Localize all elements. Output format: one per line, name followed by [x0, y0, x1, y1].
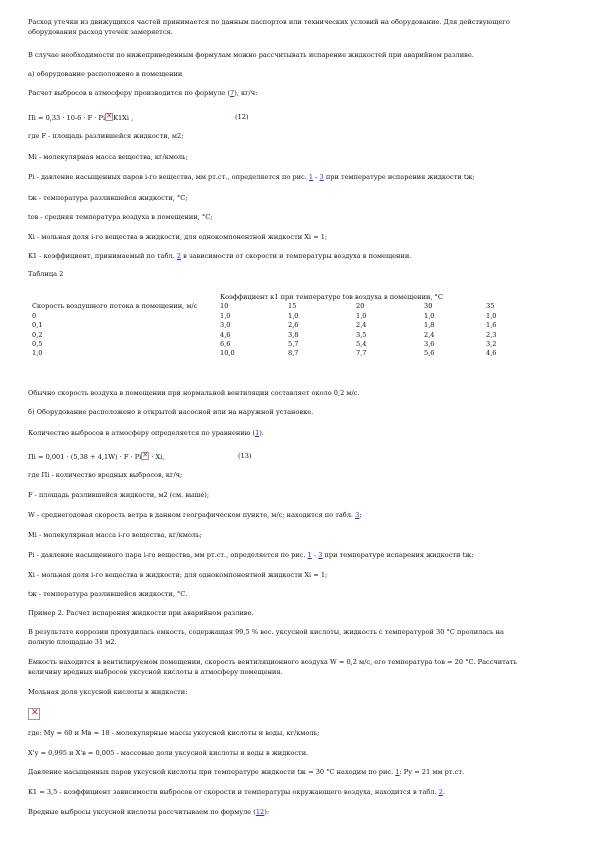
formula-link[interactable]: 7 [230, 89, 235, 97]
example-paragraph-1: В результате коррозии прохудилась емкость, содержащая 99,5 % вес. уксусной кислоты, жидкость с температурой 30 °С пролилась на полную площадью 31 м2. [28, 628, 504, 646]
formula-number: (12) [235, 113, 249, 121]
calc-paragraph: Расчет выбросов в атмосферу производится по формуле (7), кг/ч: [28, 89, 258, 97]
figure-link-1[interactable]: 1 [395, 768, 400, 776]
case-note: В случае необходимости по нижеприведенным формулам можно рассчитывать испарение жидкостей при аварийном разливе. [28, 51, 474, 59]
temp-header: 10 [220, 302, 229, 311]
table-group-header: Коэффициент к1 при температуре tов воздуха в помещении, °С [220, 293, 443, 301]
broken-image-icon [141, 452, 149, 460]
table-row: 0 1,0 1,0 1,0 1,0 1,0 [32, 311, 497, 320]
equation-link[interactable]: 1 [255, 429, 260, 437]
k1-definition: K1 - коэффициент, принимаемый по табл. 2 в зависимости от скорости и температуры воздуха в помещении. [28, 252, 412, 260]
vapor-pressure-note: Давление насыщенных паров уксусной кислоты при температуре жидкости tж = 30 °С находим по рис. 1: Ру = 21 мм рт.ст. [28, 768, 465, 776]
pi-definition: Pi - давление насыщенных паров i-го вещества, мм рт.ст., определяется по рис. 1 - 3 при температуре испарения жидкости tж; [28, 173, 475, 181]
pi-definition: Pi - давление насыщенного пара i-го вещества, мм рт.ст., определяется по рис. 1 - 3 при температуре испарения жидкости tж; [28, 551, 474, 559]
broken-image-icon [28, 708, 40, 720]
molar-mass-note: где: Му = 60 и Мв = 18 - молекулярные массы уксусной кислоты и воды, кг/кмоль; [28, 729, 320, 737]
section-a-title: а) оборудование расположено в помещении [28, 70, 183, 78]
quantity-paragraph: Количество выбросов в атмосферу определяется по уравнению (1). [28, 429, 264, 437]
temp-header: 35 [486, 302, 495, 311]
final-calc-note: Вредные выбросы уксусной кислоты рассчитываем по формуле (12): [28, 808, 270, 816]
temp-header: 15 [288, 302, 297, 311]
temp-header: 30 [424, 302, 433, 311]
mi-definition: Mi - молекулярная масса вещества, кг/кмоль; [28, 153, 188, 161]
figure-link-1[interactable]: 1 [308, 173, 314, 181]
formula-13: Пi = 0,001 · (5,38 + 4,1W) · F · Pi✕ · Xi, (13) [28, 452, 573, 463]
tzh-definition: tж - температура разлившейся жидкости, °С. [28, 590, 188, 598]
coefficient-table [28, 293, 526, 359]
table-row-header: Скорость воздушного потока в помещении, м/с [32, 302, 198, 311]
figure-link-3[interactable]: 3 [318, 551, 323, 559]
where-f: где F - площадь разлившейся жидкости, м2; [28, 132, 184, 140]
figure-link-3[interactable]: 3 [319, 173, 324, 181]
xi-definition: Xi - мольная доля i-го вещества в жидкости; для однокомпонентной жидкости Xi = 1; [28, 571, 328, 579]
mass-fraction-note: Х'у = 0,995 и Х'в = 0,005 - массовые доли уксусной кислоты и воды в жидкости. [28, 749, 309, 757]
table-row: 0,5 6,6 5,7 5,4 3,6 3,2 [32, 340, 497, 349]
formula-link[interactable]: 12 [255, 808, 265, 816]
table-row: 0,1 3,0 2,6 2,4 1,8 1,6 [32, 321, 497, 330]
tzh-definition: tж - температура разлившейся жидкости, °С; [28, 194, 188, 202]
intro-paragraph: Расход утечки из движущихся частей принимается по данным паспортов или технических условий на оборудование. Для действующего оборудования расход утечек замеряется. [28, 18, 510, 36]
mole-fraction-label: Мольная доля уксусной кислоты в жидкости: [28, 688, 188, 696]
table-row: 0,2 4,6 3,8 3,5 2,4 2,3 [32, 330, 497, 339]
figure-link-1[interactable]: 1 [307, 551, 312, 559]
typical-speed-note: Обычно скорость воздуха в помещении при нормальной вентиляции составляет около 0,2 м/с. [28, 389, 360, 397]
table-link[interactable]: 2 [438, 788, 443, 796]
k1-value-note: K1 = 3,5 - коэффициент зависимости выбросов от скорости и температуры окружающего воздуха, находится в табл. 2. [28, 788, 446, 796]
example-title: Пример 2. Расчет испарения жидкости при аварийном разливе. [28, 609, 254, 617]
formula-12: Пi = 0,33 · 10-6 · F · Pi✕ K1Xi , (12) [28, 113, 573, 124]
table-link[interactable]: 3 [355, 511, 360, 519]
where-p: где Пi - количество вредных выбросов, кг/ч; [28, 471, 183, 479]
example-paragraph-2: Емкость находится в вентилируемом помещении, скорость вентиляционного воздуха W = 0,2 м/с, его температура tов = 20 °С. Рассчитать величину вредных выбросов уксусной кислоты в атмосферу помещения. [28, 658, 517, 676]
formula-number: (13) [238, 452, 252, 460]
table-row: 1,0 10,0 8,7 7,7 5,6 4,6 [32, 349, 497, 358]
table-caption: Таблица 2 [28, 270, 64, 278]
section-b-title: б) Оборудование расположено в открытой насосной или на наружной установке. [28, 408, 314, 416]
table-link[interactable]: 2 [176, 252, 182, 260]
tos-definition: tов - средняя температура воздуха в помещении, °С; [28, 213, 213, 221]
broken-image-icon [105, 113, 113, 121]
xi-definition: Xi - мольная доля i-го вещества в жидкости, для однокомпонентной жидкости Xi = 1; [28, 233, 328, 241]
temp-header: 20 [356, 302, 365, 311]
w-definition: W - среднегодовая скорость ветра в данном географическом пункте, м/с; находится по табл. 3; [28, 511, 362, 519]
mi-definition: Mi - молекулярная масса i-го вещества, кг/кмоль; [28, 531, 202, 539]
f-area-definition: F - площадь разлившейся жидкости, м2 (см. выше); [28, 491, 210, 499]
